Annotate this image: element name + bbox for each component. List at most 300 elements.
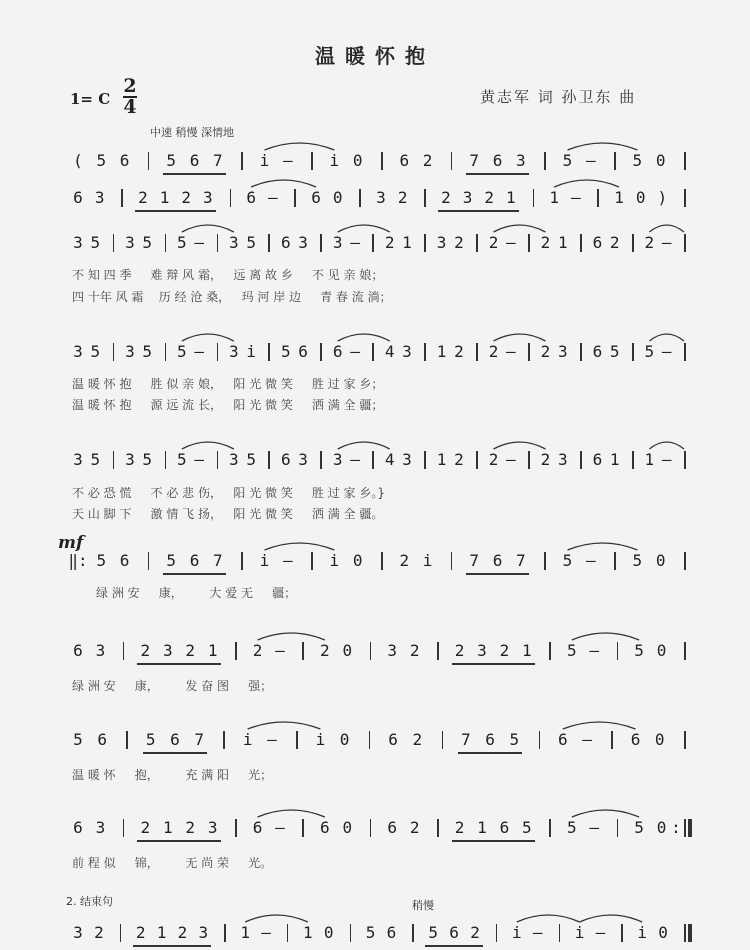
slur	[264, 143, 334, 150]
note: 5	[246, 450, 256, 469]
barline	[424, 343, 426, 361]
note: i	[329, 151, 340, 170]
note: 6	[592, 450, 603, 469]
slur	[494, 442, 546, 449]
note: 0	[339, 730, 350, 749]
slur	[649, 225, 684, 232]
note: 5	[177, 450, 187, 469]
note: 6	[485, 730, 495, 749]
note: 0	[658, 923, 668, 942]
note: 3	[477, 641, 487, 660]
beam-underline	[452, 663, 535, 665]
barline	[113, 234, 115, 252]
barline	[684, 152, 686, 170]
note: 3	[298, 233, 308, 252]
barline	[684, 189, 686, 207]
tempo-marking: 中速 稍慢 深情地	[150, 126, 234, 139]
slur	[258, 810, 325, 817]
lyric-line: 绿 洲 安 康， 大 爱 无 疆；	[96, 586, 297, 600]
slur	[517, 915, 580, 922]
note: 3	[332, 450, 343, 469]
note: i	[574, 923, 585, 942]
dash-extension: —	[661, 342, 672, 361]
dash-extension: —	[506, 450, 516, 469]
barline	[617, 642, 619, 660]
note: 2	[399, 551, 410, 570]
note: 3	[207, 818, 218, 837]
barline	[165, 343, 167, 361]
barline	[580, 234, 582, 252]
note: 3	[73, 342, 83, 361]
final-barline	[688, 924, 692, 942]
notation-row	[0, 449, 750, 473]
barline	[533, 189, 535, 207]
note: 3	[73, 450, 83, 469]
barline	[684, 819, 686, 837]
note: 5	[166, 151, 177, 170]
barline	[311, 152, 313, 170]
note: 6	[280, 450, 291, 469]
note: 6	[557, 730, 568, 749]
note: 6	[592, 233, 603, 252]
note: 3	[203, 188, 213, 207]
note: 2	[252, 641, 263, 660]
note: 3	[229, 450, 239, 469]
note: 2	[409, 641, 420, 660]
note: 1	[506, 188, 516, 207]
note: 2	[441, 188, 451, 207]
note: 5	[142, 450, 153, 469]
note: 5	[634, 818, 644, 837]
note: 6	[119, 151, 130, 170]
note: 0	[635, 188, 646, 207]
note: 2	[540, 233, 551, 252]
barline	[437, 819, 439, 837]
note: 6	[73, 641, 83, 660]
note: 2	[470, 923, 480, 942]
note: 0	[654, 730, 665, 749]
barline	[320, 234, 322, 252]
barline	[126, 731, 128, 749]
beam-underline	[143, 752, 207, 754]
barline	[370, 819, 372, 837]
notation-row	[0, 922, 750, 946]
barline	[372, 234, 374, 252]
note: 3	[162, 641, 173, 660]
note: 1	[402, 233, 412, 252]
note: 5	[96, 551, 107, 570]
beam-underline	[137, 840, 220, 842]
note: 3	[332, 233, 343, 252]
notation-row	[0, 640, 750, 664]
barline	[559, 924, 561, 942]
barline	[241, 552, 243, 570]
barline	[372, 343, 374, 361]
note: 6	[388, 730, 398, 749]
dash-extension: —	[282, 151, 293, 170]
barline	[476, 234, 478, 252]
note: i	[315, 730, 326, 749]
note: 0	[655, 551, 666, 570]
note: 2	[138, 188, 148, 207]
note: 6	[97, 730, 108, 749]
note: 3	[298, 450, 308, 469]
barline	[268, 343, 270, 361]
note: 7	[469, 151, 480, 170]
note: 6	[280, 233, 291, 252]
barline	[684, 451, 686, 469]
note: 2	[499, 641, 510, 660]
note: 5	[365, 923, 376, 942]
note: 5	[246, 233, 256, 252]
note: 1	[557, 233, 568, 252]
note: 2	[454, 641, 465, 660]
note: 1	[436, 450, 447, 469]
beam-underline	[425, 945, 483, 947]
note: 3	[402, 342, 412, 361]
note: 1	[207, 641, 218, 660]
note: 1	[477, 818, 487, 837]
dash-extension: —	[275, 641, 285, 660]
note: 2	[135, 923, 146, 942]
dash-extension: —	[661, 233, 672, 252]
barline	[381, 552, 383, 570]
note: i	[511, 923, 522, 942]
dash-extension: —	[282, 551, 293, 570]
note: 2	[94, 923, 104, 942]
note: 7	[516, 551, 526, 570]
slur	[182, 334, 234, 341]
note: 2	[454, 818, 465, 837]
beam-underline	[466, 173, 529, 175]
note: 6	[189, 551, 200, 570]
barline	[528, 451, 530, 469]
slur	[338, 442, 390, 449]
barline	[617, 819, 619, 837]
note: 2	[140, 641, 151, 660]
note: 3	[229, 342, 239, 361]
barline	[476, 343, 478, 361]
note: 0	[332, 188, 343, 207]
note: 3	[198, 923, 209, 942]
note: 3	[376, 188, 386, 207]
dash-extension: —	[194, 450, 205, 469]
note: 2	[454, 342, 464, 361]
barline	[597, 189, 599, 207]
barline	[544, 152, 546, 170]
note: 6	[170, 730, 180, 749]
note: 5	[73, 730, 83, 749]
note: 5	[177, 342, 187, 361]
barline	[684, 924, 686, 942]
barline	[294, 189, 296, 207]
note: 6	[252, 818, 263, 837]
slur	[494, 225, 546, 232]
note: 5	[634, 641, 644, 660]
note: 5	[632, 551, 643, 570]
dash-extension: —	[589, 818, 600, 837]
ending-label: 2. 结束句	[66, 895, 113, 908]
lyric-line: 不 知 四 季 难 辩 风 霜， 远 离 故 乡 不 见 亲 娘；	[72, 268, 384, 282]
note: 3	[229, 233, 239, 252]
barline	[217, 343, 219, 361]
note: 3	[73, 233, 83, 252]
barline	[442, 731, 444, 749]
note: 2	[484, 188, 495, 207]
note: 3	[94, 188, 105, 207]
barline	[544, 552, 546, 570]
lyric-line: 前 程 似 锦， 无 尚 荣 光。	[72, 856, 273, 870]
lyric-line: 温 暖 怀 抱 源 远 流 长， 阳 光 微 笑 洒 满 全 疆；	[72, 398, 384, 412]
note: 5	[280, 342, 291, 361]
dash-extension: —	[582, 730, 592, 749]
note: 6	[189, 151, 200, 170]
slur	[567, 543, 637, 550]
time-signature-bottom: 4	[123, 96, 137, 118]
notation-row	[0, 232, 750, 256]
barline	[451, 152, 453, 170]
note: 2	[397, 188, 408, 207]
note: 2	[185, 641, 196, 660]
slur	[182, 225, 234, 232]
note: 3	[125, 342, 135, 361]
barline	[632, 343, 634, 361]
note: i	[637, 923, 648, 942]
dash-extension: —	[585, 151, 596, 170]
note: 1	[436, 342, 447, 361]
slur	[338, 334, 390, 341]
dash-extension: —	[261, 923, 271, 942]
note: 5	[90, 342, 101, 361]
notation-row	[0, 817, 750, 841]
barline	[302, 819, 304, 837]
note: 3	[95, 641, 106, 660]
note: 6	[298, 342, 308, 361]
barline	[123, 642, 125, 660]
barline	[165, 234, 167, 252]
note: 5	[90, 450, 101, 469]
barline	[235, 642, 237, 660]
slur	[258, 633, 325, 640]
barline	[120, 924, 122, 942]
slur	[649, 334, 684, 341]
beam-underline	[458, 752, 522, 754]
note: 5	[509, 730, 520, 749]
barline	[121, 189, 123, 207]
notation-row	[0, 187, 750, 211]
barline	[684, 731, 686, 749]
barline	[611, 731, 613, 749]
notation-row	[0, 550, 750, 574]
note: 2	[140, 818, 151, 837]
barline	[580, 451, 582, 469]
barline	[311, 552, 313, 570]
note: 3	[125, 233, 135, 252]
note: 1	[159, 188, 170, 207]
barline	[614, 152, 616, 170]
barline	[320, 451, 322, 469]
final-barline	[688, 819, 692, 837]
note: 1	[156, 923, 167, 942]
barline	[113, 343, 115, 361]
barline	[412, 924, 414, 942]
barline	[424, 234, 426, 252]
note: 1	[614, 188, 624, 207]
dash-extension: —	[585, 551, 596, 570]
note: 3	[462, 188, 473, 207]
barline	[437, 642, 439, 660]
dynamic-mark: mf	[58, 533, 84, 553]
note: 2	[320, 641, 330, 660]
barline	[113, 451, 115, 469]
note: 6	[311, 188, 321, 207]
barline	[372, 451, 374, 469]
note: 2	[540, 342, 551, 361]
dash-extension: —	[267, 730, 277, 749]
notation-row	[0, 729, 750, 753]
time-signature	[123, 75, 137, 118]
barline	[217, 451, 219, 469]
note: 6	[246, 188, 256, 207]
note: 5	[644, 342, 655, 361]
note: 3	[95, 818, 106, 837]
barline	[451, 552, 453, 570]
note: 1	[609, 450, 620, 469]
note: 4	[384, 342, 395, 361]
lyric-line: 温 暖 怀 抱， 充 满 阳 光；	[72, 768, 273, 782]
barline	[476, 451, 478, 469]
note: 7	[194, 730, 205, 749]
barline	[528, 343, 530, 361]
note: i	[246, 342, 256, 361]
note: 1	[162, 818, 173, 837]
note: 3	[73, 923, 83, 942]
slur	[251, 180, 316, 187]
barline	[621, 924, 623, 942]
note: 4	[384, 450, 395, 469]
slur	[572, 810, 639, 817]
barline	[684, 343, 686, 361]
note: i	[259, 551, 270, 570]
slur	[580, 915, 643, 922]
lyric-line: 四 十年 风 霜 历 经 沧 桑， 玛 河 岸 边 青 春 流 淌；	[72, 290, 392, 304]
dash-extension: —	[506, 342, 516, 361]
slur	[338, 225, 390, 232]
lyric-line: 温 暖 怀 抱 胜 似 亲 娘， 阳 光 微 笑 胜 过 家 乡；	[72, 377, 384, 391]
note: 3	[557, 342, 568, 361]
note: 5	[562, 551, 573, 570]
note: 3	[402, 450, 412, 469]
note: 2	[454, 233, 464, 252]
note: 5	[142, 342, 153, 361]
note: 6	[320, 818, 330, 837]
barline	[230, 189, 232, 207]
note: 5	[632, 151, 643, 170]
note: 6	[499, 818, 510, 837]
note: 2	[488, 450, 499, 469]
note: 2	[454, 450, 464, 469]
dash-extension: —	[350, 342, 360, 361]
note: (	[73, 151, 83, 170]
barline	[320, 343, 322, 361]
slur	[248, 722, 321, 729]
note: 0	[342, 641, 353, 660]
note: 2	[609, 233, 620, 252]
note: 1	[240, 923, 250, 942]
note: 3	[436, 233, 447, 252]
barline	[684, 552, 686, 570]
note: i	[422, 551, 433, 570]
slur	[567, 143, 637, 150]
note: 7	[213, 551, 223, 570]
note: 5	[566, 641, 577, 660]
barline	[350, 924, 352, 942]
note: 6	[399, 151, 410, 170]
barline	[424, 451, 426, 469]
dash-extension: —	[595, 923, 606, 942]
beam-underline	[163, 573, 226, 575]
repeat-sign: :	[671, 818, 681, 837]
note: 3	[125, 450, 135, 469]
slur	[563, 722, 636, 729]
note: 5	[96, 151, 107, 170]
note: 5	[166, 551, 177, 570]
note: ‖:	[68, 551, 88, 570]
slur	[245, 915, 308, 922]
note: 1	[303, 923, 313, 942]
note: 2	[384, 233, 395, 252]
barline	[549, 642, 551, 660]
note: 2	[644, 233, 655, 252]
slur	[554, 180, 619, 187]
note: 7	[469, 551, 480, 570]
notation-row	[0, 341, 750, 365]
note: 5	[177, 233, 187, 252]
barline	[268, 234, 270, 252]
lyric-line: 绿 洲 安 康， 发 奋 图 强；	[72, 679, 273, 693]
barline	[370, 642, 372, 660]
note: 0	[656, 641, 667, 660]
barline	[549, 819, 551, 837]
note: 2	[412, 730, 423, 749]
note: 1	[549, 188, 559, 207]
dash-extension: —	[267, 188, 278, 207]
note: 3	[387, 641, 398, 660]
barline	[296, 731, 298, 749]
barline	[123, 819, 125, 837]
note: 3	[557, 450, 568, 469]
key-signature: 1= C	[70, 90, 111, 108]
note: 5	[428, 923, 439, 942]
lyric-line: 不 必 恐 慌 不 必 悲 伤， 阳 光 微 笑 胜 过 家 乡。}	[72, 486, 385, 500]
note: 6	[630, 730, 641, 749]
song-title: 温暖怀抱	[315, 44, 435, 68]
barline	[528, 234, 530, 252]
slur	[494, 334, 546, 341]
credits: 黄志军 词 孙卫东 曲	[480, 88, 637, 106]
barline	[614, 552, 616, 570]
note: 2	[409, 818, 420, 837]
barline	[148, 552, 150, 570]
note: 6	[592, 342, 603, 361]
note: 2	[488, 233, 499, 252]
barline	[381, 152, 383, 170]
note: i	[329, 551, 340, 570]
note: 2	[181, 188, 192, 207]
note: 1	[644, 450, 655, 469]
dash-extension: —	[506, 233, 516, 252]
note: 0	[655, 151, 666, 170]
